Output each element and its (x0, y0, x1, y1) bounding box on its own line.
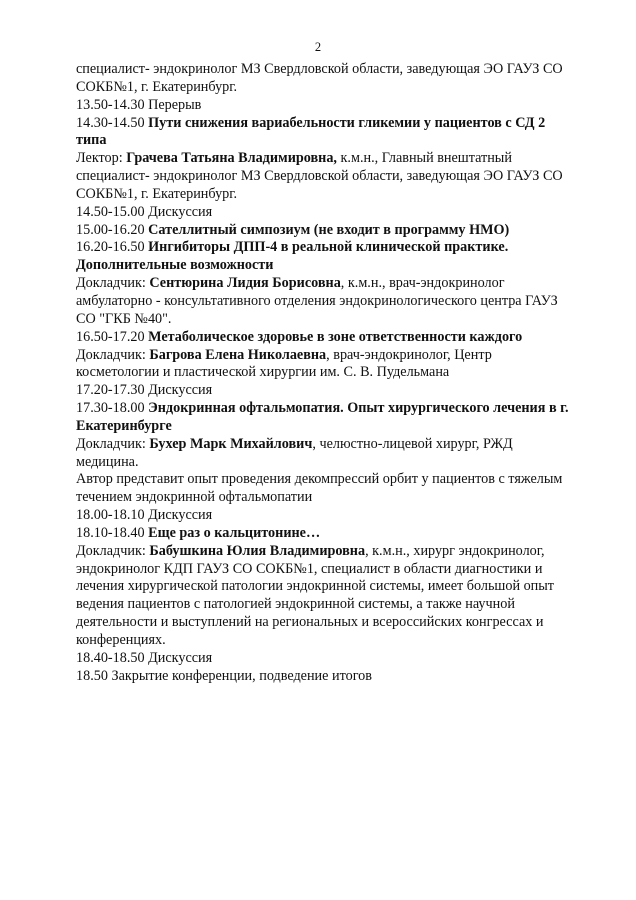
text-line (76, 471, 616, 489)
bold-text: Метаболическое здоровье в зоне ответственности каждого (148, 328, 523, 345)
text-segment: амбулаторно - консультативного отделения эндокринологического центра ГАУЗ (76, 292, 558, 309)
text-line (76, 543, 616, 561)
text-line (76, 382, 616, 400)
text-line (76, 614, 616, 632)
text-line (76, 400, 616, 418)
text-segment: течением эндокринной офтальмопатии (76, 489, 313, 506)
text-line (76, 293, 616, 311)
text-segment: , к.м.н., хирург эндокринолог, (365, 542, 545, 559)
text-line (76, 186, 616, 204)
bold-text: Грачева Татьяна Владимировна, (126, 150, 337, 167)
text-line (76, 364, 616, 382)
text-segment: СОКБ№1, г. Екатеринбург. (76, 78, 238, 95)
bold-text: типа (76, 132, 107, 149)
text-segment: 17.20-17.30 Дискуссия (76, 382, 213, 399)
text-line (76, 204, 616, 222)
bold-text: Бухер Марк Михайлович (149, 435, 313, 452)
text-line (76, 578, 616, 596)
text-line (76, 489, 616, 507)
text-segment: Автор представит опыт проведения декомпрессий орбит у пациентов с тяжелым (76, 471, 563, 488)
text-segment: Докладчик: (76, 435, 150, 452)
bold-text: Еще раз о кальцитонине… (148, 524, 321, 541)
text-line (76, 79, 616, 97)
text-line (76, 436, 616, 454)
text-segment: косметологии и пластической хирургии им. С. В. Пудельмана (76, 364, 450, 381)
bold-text: Багрова Елена Николаевна (149, 346, 327, 363)
bold-text: Ингибиторы ДПП-4 в реальной клинической практике. (148, 239, 509, 256)
program-text (76, 61, 616, 686)
bold-text: Сателлитный симпозиум (не входит в программу НМО) (148, 221, 510, 238)
text-line (76, 561, 616, 579)
text-line (76, 347, 616, 365)
text-line (76, 150, 616, 168)
text-segment: 14.30-14.50 (76, 114, 149, 131)
bold-text: Сентюрина Лидия Борисовна (149, 275, 341, 292)
text-line (76, 239, 616, 257)
text-line (76, 668, 616, 686)
text-segment: ведения пациентов с патологией эндокринной системы, а также научной (76, 596, 515, 613)
bold-text: Пути снижения вариабельности гликемии у пациентов с СД 2 (148, 114, 546, 131)
text-segment: деятельности и выступлений на региональных и всероссийских конгрессах и (76, 614, 544, 631)
text-line (76, 329, 616, 347)
bold-text: Дополнительные возможности (76, 257, 274, 274)
text-segment: специалист- эндокринолог МЗ Свердловской области, заведующая ЭО ГАУЗ СО (76, 61, 563, 77)
text-line (76, 454, 616, 472)
text-segment: 18.50 Закрытие конференции, подведение итогов (76, 667, 372, 684)
text-segment: к.м.н., Главный внештатный (336, 150, 512, 167)
text-segment: специалист- эндокринолог МЗ Свердловской области, заведующая ЭО ГАУЗ СО (76, 168, 563, 185)
text-line (76, 168, 616, 186)
text-segment: 18.10-18.40 (76, 524, 149, 541)
text-segment: 17.30-18.00 (76, 400, 149, 417)
text-segment: , челюстно-лицевой хирург, РЖД (312, 435, 513, 452)
text-segment: 13.50-14.30 Перерыв (76, 96, 202, 113)
text-segment: конференциях. (76, 632, 166, 648)
text-segment: СОКБ№1, г. Екатеринбург. (76, 185, 238, 202)
text-segment: медицина. (76, 453, 139, 470)
text-segment: Докладчик: (76, 542, 150, 559)
text-line (76, 311, 616, 329)
text-line (76, 632, 616, 650)
text-line (76, 61, 616, 79)
text-segment: Докладчик: (76, 275, 150, 292)
text-segment: Докладчик: (76, 346, 150, 363)
text-line (76, 275, 616, 293)
text-segment: эндокринолог КДП ГАУЗ СО СОКБ№1, специалист в области диагностики и (76, 560, 543, 577)
text-segment: лечения хирургической патологии эндокринной системы, имеет большой опыт (76, 578, 555, 595)
text-segment: 15.00-16.20 (76, 221, 149, 238)
text-segment: 18.00-18.10 Дискуссия (76, 507, 213, 524)
text-line (76, 650, 616, 668)
bold-text: Бабушкина Юлия Владимировна (149, 542, 366, 559)
text-line (76, 525, 616, 543)
text-segment: 14.50-15.00 Дискуссия (76, 203, 213, 220)
text-segment: 18.40-18.50 Дискуссия (76, 649, 213, 666)
text-line (76, 418, 616, 436)
text-line (76, 97, 616, 115)
page-number: 2 (314, 40, 322, 54)
text-line (76, 257, 616, 275)
text-line (76, 115, 616, 133)
text-segment: , к.м.н., врач-эндокринолог (340, 275, 505, 292)
text-segment: СО "ГКБ №40". (76, 310, 172, 327)
text-segment: 16.50-17.20 (76, 328, 149, 345)
text-line (76, 596, 616, 614)
text-segment: Лектор: (76, 150, 127, 167)
bold-text: Эндокринная офтальмопатия. Опыт хирургического лечения в г. (148, 400, 569, 417)
text-segment: 16.20-16.50 (76, 239, 149, 256)
bold-text: Екатеринбурге (76, 417, 172, 434)
text-line (76, 132, 616, 150)
text-line (76, 222, 616, 240)
text-segment: , врач-эндокринолог, Центр (326, 346, 492, 363)
text-line (76, 507, 616, 525)
